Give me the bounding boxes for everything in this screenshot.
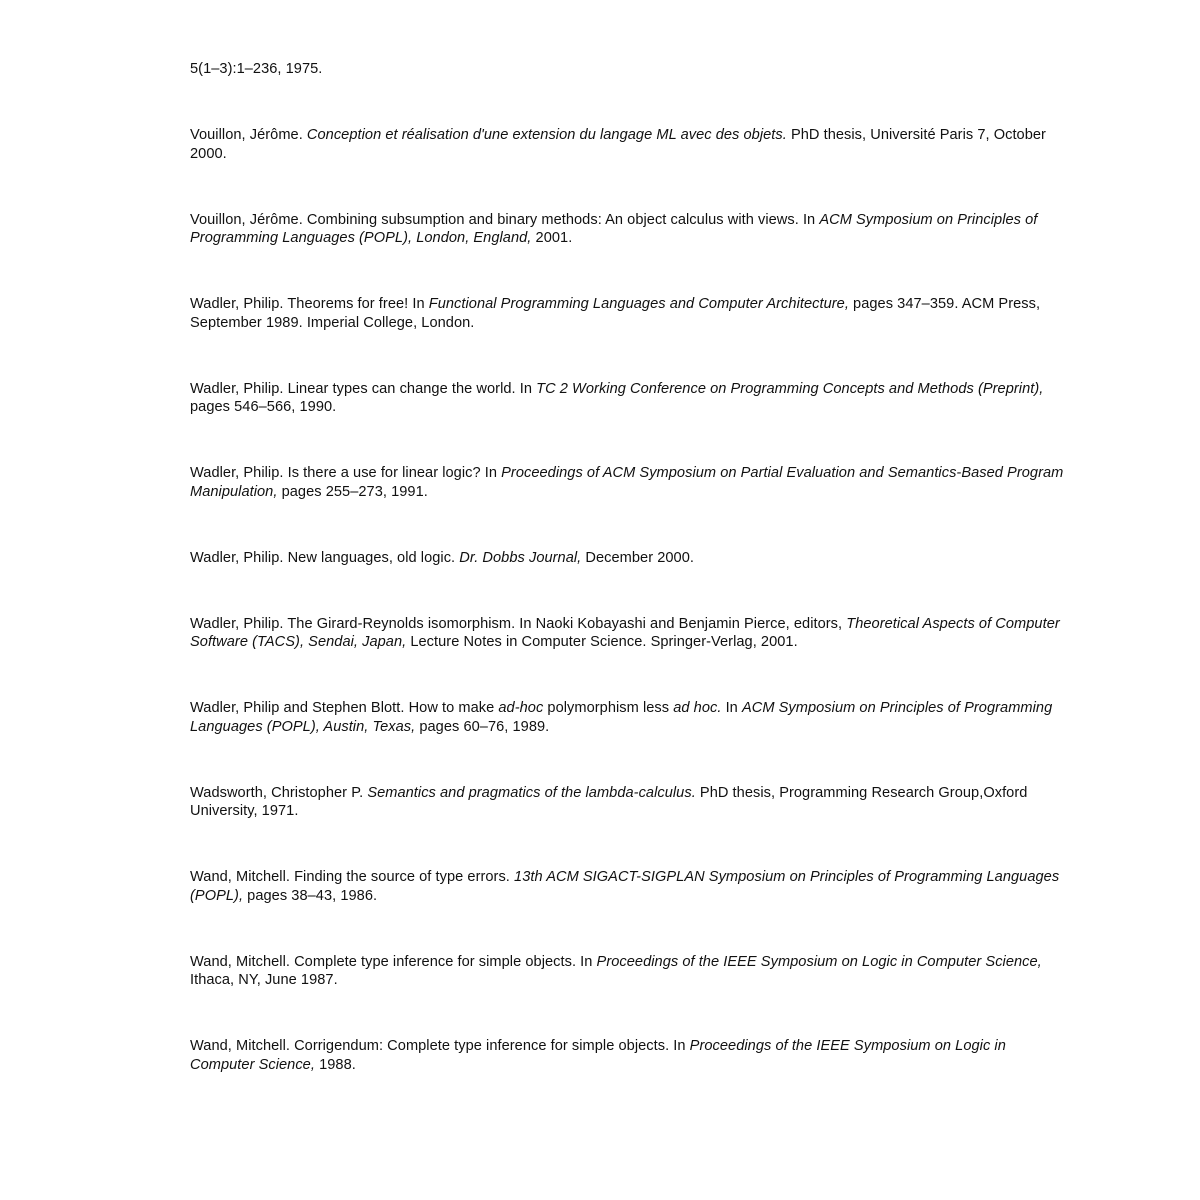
- entry-italic-text: Proceedings of the IEEE Symposium on Logic in Computer Science,: [596, 953, 1042, 970]
- entry-text: Wadler, Philip. New languages, old logic.: [190, 549, 460, 566]
- entry-text: Wadler, Philip and Stephen Blott. How to make: [190, 700, 499, 716]
- bibliography-entry: [190, 699, 1070, 736]
- entry-text: Wand, Mitchell. Complete type inference for simple objects. In: [190, 953, 597, 970]
- bibliography-entry: [190, 211, 1070, 248]
- entry-text: Vouillon, Jérôme.: [190, 127, 307, 143]
- entry-text: 5(1–3):1–236, 1975.: [190, 61, 323, 77]
- entry-text: 2001.: [531, 230, 573, 246]
- bibliography-entry: [190, 784, 1070, 821]
- entry-italic-text: Theoretical Aspects of Computer Software (TACS), Sendai, Japan,: [190, 615, 1060, 650]
- entry-text: Lecture Notes in Computer Science. Springer-Verlag, 2001.: [406, 634, 798, 650]
- entry-text: pages 255–273, 1991.: [277, 483, 428, 500]
- entry-italic-text: 13th ACM SIGACT-SIGPLAN Symposium on Principles of Programming Languages (POPL),: [190, 869, 1060, 904]
- bibliography-entry: [190, 295, 1070, 332]
- bibliography-page: [190, 60, 1070, 1074]
- entry-text: December 2000.: [581, 549, 694, 566]
- entry-italic-text: ad-hoc: [498, 700, 544, 716]
- entry-text: Wadler, Philip. Is there a use for linear logic? In: [190, 465, 502, 481]
- entry-text: 1988.: [314, 1056, 356, 1073]
- entry-italic-text: Semantics and pragmatics of the lambda-calculus.: [367, 784, 696, 801]
- entry-text: Wadler, Philip. The Girard-Reynolds isomorphism. In Naoki Kobayashi and Benjamin Pierce, editors,: [190, 615, 847, 632]
- bibliography-entry: [190, 380, 1070, 417]
- bibliography-entry: [190, 953, 1070, 990]
- entry-text: polymorphism less: [543, 700, 674, 716]
- entry-italic-text: ACM Symposium on Principles of Programming Languages (POPL), London, England,: [190, 211, 1038, 246]
- entry-text: Vouillon, Jérôme. Combining subsumption and binary methods: An object calculus with views. In: [190, 211, 820, 228]
- entry-text: Wadler, Philip. Linear types can change the world. In: [190, 380, 537, 397]
- bibliography-entry: [190, 549, 1070, 568]
- entry-italic-text: Dr. Dobbs Journal,: [459, 549, 582, 566]
- entry-text: pages 60–76, 1989.: [415, 718, 550, 735]
- entry-italic-text: Functional Programming Languages and Computer Architecture,: [428, 296, 849, 312]
- bibliography-entry: [190, 126, 1070, 163]
- entry-text: Wadler, Philip. Theorems for free! In: [190, 296, 429, 312]
- bibliography-entry: [190, 615, 1070, 652]
- bibliography-entry: [190, 464, 1070, 501]
- entry-text: pages 38–43, 1986.: [243, 887, 378, 904]
- bibliography-entry: [190, 60, 1070, 79]
- entry-italic-text: Proceedings of ACM Symposium on Partial Evaluation and Semantics-Based Program Manipulation,: [190, 465, 1064, 500]
- bibliography-entry: [190, 1037, 1070, 1074]
- entry-text: In: [721, 700, 742, 716]
- entry-italic-text: ACM Symposium on Principles of Programming Languages (POPL), Austin, Texas,: [190, 700, 1053, 735]
- entry-italic-text: TC 2 Working Conference on Programming Concepts and Methods (Preprint),: [536, 380, 1044, 397]
- entry-text: Wand, Mitchell. Finding the source of type errors.: [190, 869, 515, 885]
- entry-text: pages 347–359. ACM Press, September 1989. Imperial College, London.: [190, 296, 1041, 331]
- entry-italic-text: ad hoc.: [673, 700, 722, 716]
- entry-text: Ithaca, NY, June 1987.: [190, 972, 338, 988]
- entry-italic-text: Conception et réalisation d'une extension du langage ML avec des objets.: [306, 127, 787, 143]
- bibliography-entry: [190, 868, 1070, 905]
- entry-text: PhD thesis, Programming Research Group,Oxford University, 1971.: [190, 784, 1028, 819]
- entry-italic-text: Proceedings of the IEEE Symposium on Logic in Computer Science,: [190, 1038, 1006, 1073]
- entry-text: Wadsworth, Christopher P.: [190, 784, 368, 801]
- entry-text: Wand, Mitchell. Corrigendum: Complete type inference for simple objects. In: [190, 1038, 690, 1054]
- entry-text: pages 546–566, 1990.: [190, 399, 337, 415]
- entry-text: PhD thesis, Université Paris 7, October 2000.: [190, 127, 1046, 162]
